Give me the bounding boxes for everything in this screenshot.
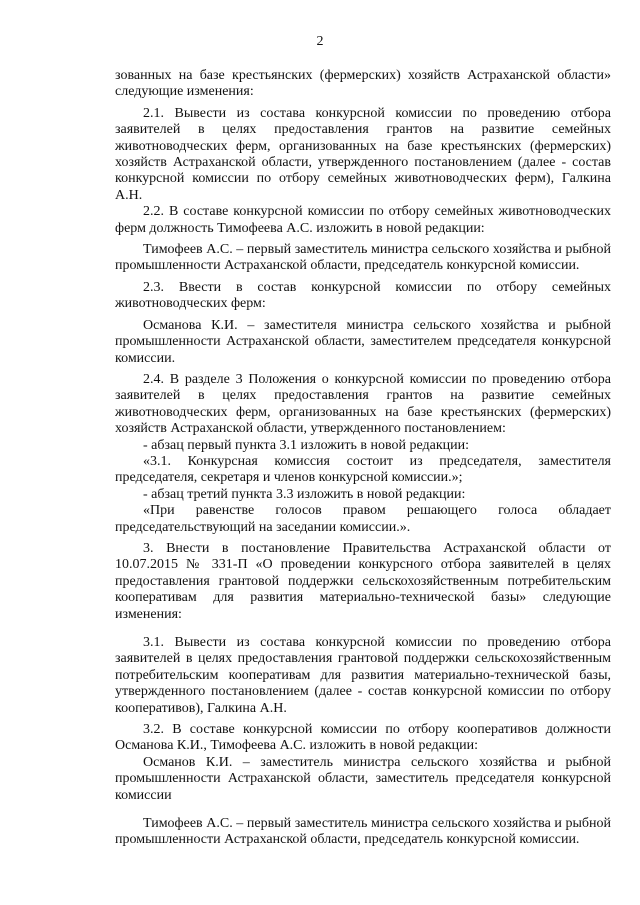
paragraph-abzac-3: - абзац третий пункта 3.3 изложить в новой редакции: [143,486,466,502]
paragraph-continuation: зованных на базе крестьянских (фермерских) хозяйств Астраханской области» следующие изменения: [115,68,611,100]
paragraph-3-2: 3.2. В составе конкурсной комиссии по отбору кооперативов должности Османова К.И., Тимофеева А.С. изложить в новой редакции: [115,722,611,754]
paragraph-osmanov-1: Османова К.И. – заместителя министра сельского хозяйства и рыбной промышленности Астраханской области, заместителем председателя конкурсной комиссии. [115,317,611,366]
paragraph-2-3: 2.3. Ввести в состав конкурсной комиссии по отбору семейных животноводческих ферм: [115,279,611,312]
paragraph-timofeev-2: Тимофеев А.С. – первый заместитель министра сельского хозяйства и рыбной промышленности Астраханской области, председатель конкурсной комиссии. [115,816,611,848]
paragraph-timofeev-1: Тимофеев А.С. – первый заместитель министра сельского хозяйства и рыбной промышленности Астраханской области, председатель конкурсной комиссии. [115,242,611,274]
page-number: 2 [316,34,324,49]
paragraph-quote-3-3: «При равенстве голосов правом решающего голоса обладает председательствующий на заседании комиссии.». [115,503,611,535]
paragraph-2-4: 2.4. В разделе 3 Положения о конкурсной комиссии по проведению отбора заявителей в целях предоставления грантов на развитие семейных животноводческих ферм, организованных на базе крестьянских (фермерских) хозяйств Астраханской области, утвержденного постановлением: [115,371,611,437]
paragraph-2-1: 2.1. Вывести из состава конкурсной комиссии по проведению отбора заявителей в целях предоставления грантов на развитие семейных животноводческих ферм, организованных на базе крестьянских (фермерских) хозяйств Астраханской области, утвержденного постановлением (далее - состав конкурсной комиссии по отбору семейных животноводческих ферм), Галкина А.Н. [115,105,611,203]
paragraph-3-1: 3.1. Вывести из состава конкурсной комиссии по проведению отбора заявителей в целях предоставления грантовой поддержки сельскохозяйственным потребительским кооперативам для развития материально-технической базы, утвержденного постановлением (далее - состав конкурсной комиссии по отбору кооперативов), Галкина А.Н. [115,635,611,716]
paragraph-quote-3-1: «3.1. Конкурсная комиссия состоит из председателя, заместителя председателя, секретаря и членов конкурсной комиссии.»; [115,453,611,486]
paragraph-3: 3. Внести в постановление Правительства Астраханской области от 10.07.2015 № 331-П «О проведении конкурсного отбора заявителей в целях предоставления грантовой поддержки сельскохозяйственным потребительским кооперативам для развития материально-технической базы» следующие изменения: [115,540,611,622]
paragraph-osmanov-2: Османов К.И. – заместитель министра сельского хозяйства и рыбной промышленности Астраханской области, заместитель председателя конкурсной комиссии [115,754,611,803]
paragraph-abzac-1: - абзац первый пункта 3.1 изложить в новой редакции: [143,437,470,453]
paragraph-2-2: 2.2. В составе конкурсной комиссии по отбору семейных животноводческих ферм должность Тимофеева А.С. изложить в новой редакции: [115,204,611,236]
document-body [115,68,611,849]
